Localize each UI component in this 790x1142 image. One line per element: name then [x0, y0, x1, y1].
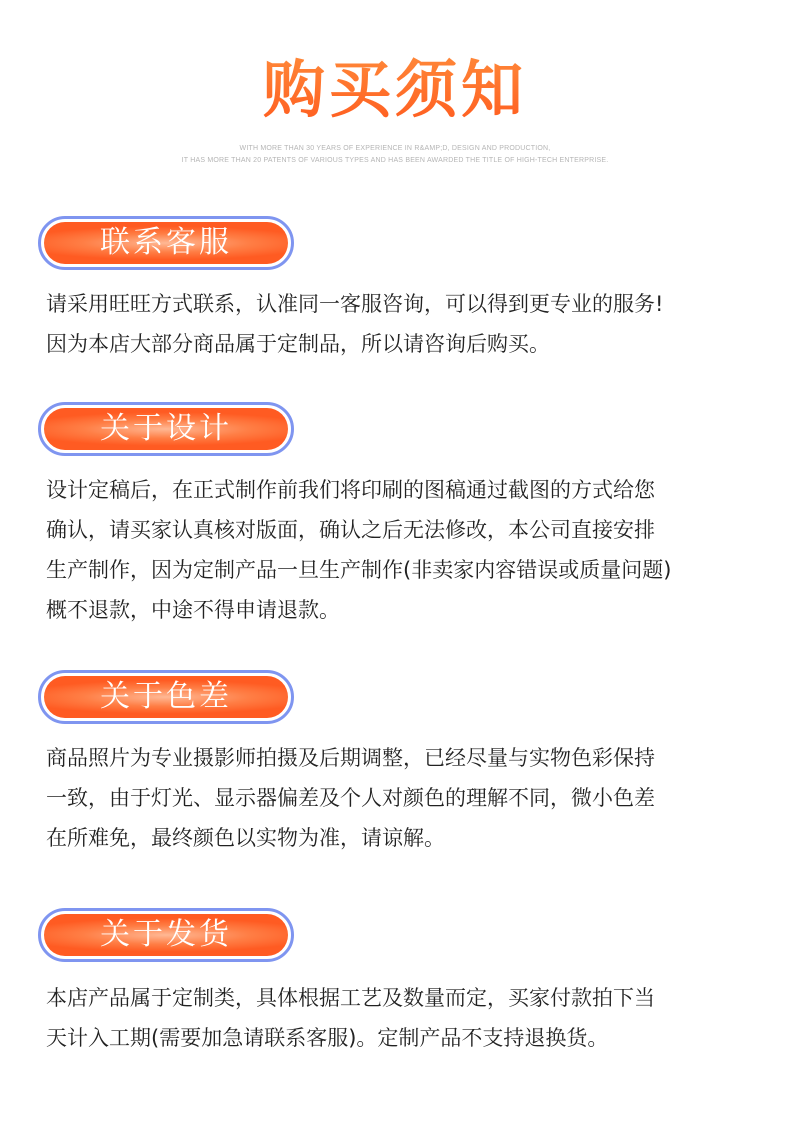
section-heading-label: 关于色差 [100, 679, 232, 714]
section-body-color-difference [46, 738, 766, 858]
section-body-shipping [46, 978, 766, 1058]
subtitle-line-1: WITH MORE THAN 30 YEARS OF EXPERIENCE IN R&AMP;D, DESIGN AND PRODUCTION, [239, 145, 551, 152]
section-heading-design [38, 402, 294, 456]
body-line: 本店产品属于定制类，具体根据工艺及数量而定，买家付款拍下当 [46, 986, 655, 1010]
body-line: 商品照片为专业摄影师拍摄及后期调整，已经尽量与实物色彩保持 [46, 746, 655, 770]
section-heading-badge [44, 676, 288, 718]
section-heading-badge [44, 222, 288, 264]
section-heading-label: 联系客服 [100, 225, 232, 260]
section-heading-color-difference [38, 670, 294, 724]
section-heading-contact [38, 216, 294, 270]
section-heading-label: 关于发货 [100, 917, 232, 952]
section-body-design [46, 470, 766, 630]
body-line: 生产制作，因为定制产品一旦生产制作(非卖家内容错误或质量问题) [46, 558, 672, 582]
page-title: 购买须知 [0, 50, 790, 130]
body-line: 因为本店大部分商品属于定制品，所以请咨询后购买。 [46, 332, 550, 356]
body-line: 确认，请买家认真核对版面，确认之后无法修改，本公司直接安排 [46, 518, 655, 542]
section-heading-badge [44, 408, 288, 450]
body-line: 一致，由于灯光、显示器偏差及个人对颜色的理解不同，微小色差 [46, 786, 655, 810]
section-heading-badge [44, 914, 288, 956]
body-line: 概不退款，中途不得申请退款。 [46, 598, 340, 622]
body-line: 在所难免，最终颜色以实物为准，请谅解。 [46, 826, 445, 850]
subtitle-line-2: IT HAS MORE THAN 20 PATENTS OF VARIOUS TYPES AND HAS BEEN AWARDED THE TITLE OF HIGH-TECH ENTERPRISE. [181, 157, 609, 164]
body-line: 设计定稿后，在正式制作前我们将印刷的图稿通过截图的方式给您 [46, 478, 655, 502]
section-heading-label: 关于设计 [100, 411, 232, 446]
section-heading-shipping [38, 908, 294, 962]
body-line: 请采用旺旺方式联系，认准同一客服咨询，可以得到更专业的服务! [46, 292, 664, 316]
body-line: 天计入工期(需要加急请联系客服)。定制产品不支持退换货。 [46, 1026, 609, 1050]
section-body-contact [46, 284, 766, 364]
